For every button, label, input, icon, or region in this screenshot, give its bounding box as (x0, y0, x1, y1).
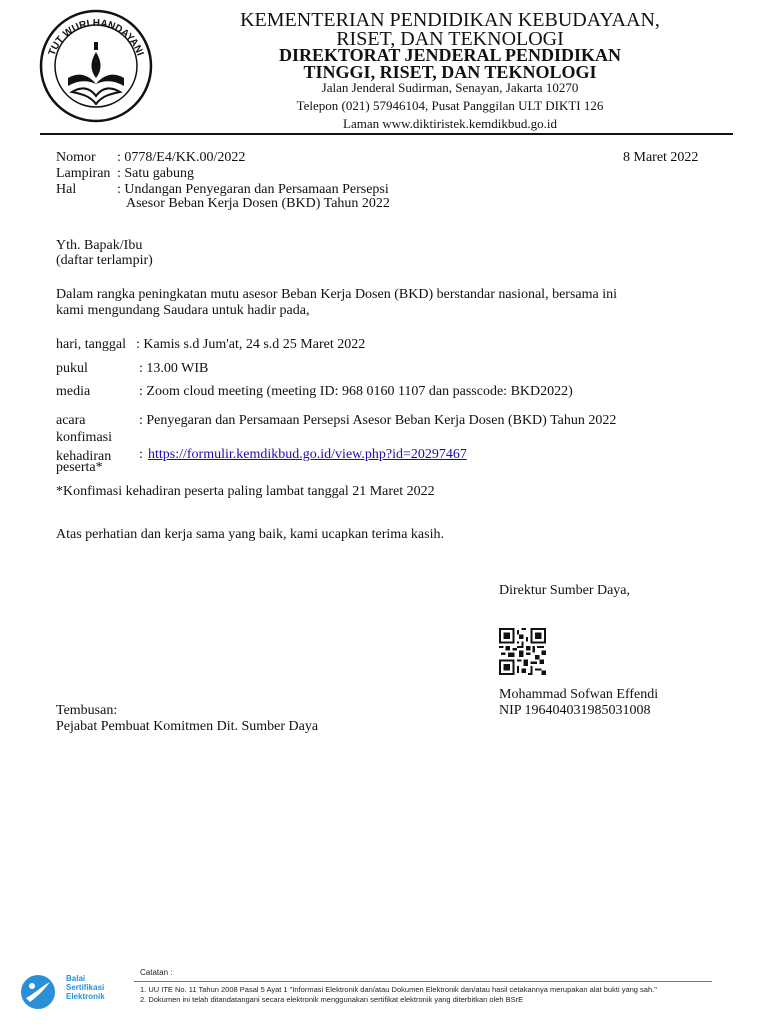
acara-label: acara (56, 413, 86, 428)
signatory-nip: NIP 196404031985031008 (499, 703, 651, 718)
lampiran-value: : Satu gabung (117, 166, 194, 181)
letterhead-address: Jalan Jenderal Sudirman, Senayan, Jakarta 10270 (321, 80, 579, 95)
tut-wuri-handayani-logo (38, 8, 154, 124)
hal-value-line2: Asesor Beban Kerja Dosen (BKD) Tahun 2022 (126, 196, 390, 211)
svg-text:TUT WURI HANDAYANI: TUT WURI HANDAYANI (46, 17, 146, 58)
nomor-value: : 0778/E4/KK.00/2022 (117, 150, 246, 165)
ministry-name-line1: KEMENTERIAN PENDIDIKAN KEBUDAYAAN, (240, 9, 660, 31)
signatory-name: Mohammad Sofwan Effendi (499, 687, 659, 702)
footer-note-1: 1. UU ITE No. 11 Tahun 2008 Pasal 5 Ayat 1 "Informasi Elektronik dan/atau Dokumen Elektronik dan/atau hasil cetakannya merupakan alat bukti yang sah." (140, 985, 657, 994)
letterhead-divider (40, 133, 733, 135)
media-value: : Zoom cloud meeting (meeting ID: 968 0160 1107 dan passcode: BKD2022) (139, 384, 573, 399)
closing-sentence: Atas perhatian dan kerja sama yang baik, kami ucapkan terima kasih. (56, 527, 444, 542)
hal-label: Hal (56, 182, 77, 197)
directorate-name-line1: DIREKTORAT JENDERAL PENDIDIKAN (278, 45, 622, 65)
letter-date: 8 Maret 2022 (623, 150, 699, 165)
intro-line1: Dalam rangka peningkatan mutu asesor Beban Kerja Dosen (BKD) berstandar nasional, bersama ini (56, 287, 617, 302)
footer-catatan-label: Catatan : (140, 968, 173, 977)
addressee-line1: Yth. Bapak/Ibu (56, 238, 143, 253)
hari-value: : Kamis s.d Jum'at, 24 s.d 25 Maret 2022 (136, 337, 366, 352)
konfirmasi-colon: : (139, 447, 143, 462)
letterhead-phone: Telepon (021) 57946104, Pusat Panggilan ULT DIKTI 126 (296, 98, 604, 113)
tembusan-recipient: Pejabat Pembuat Komitmen Dit. Sumber Daya (56, 719, 319, 734)
konfirmasi-form-link[interactable]: https://formulir.kemdikbud.go.id/view.php?id=20297467 (148, 447, 467, 462)
konfirmasi-label-1: konfimasi (56, 430, 112, 445)
lampiran-label: Lampiran (56, 166, 111, 181)
ministry-name-line2: RISET, DAN TEKNOLOGI (336, 28, 564, 50)
pukul-value: : 13.00 WIB (139, 361, 209, 376)
tembusan-label: Tembusan: (56, 703, 118, 718)
footer-divider (134, 981, 712, 982)
bsre-label-line1: Balai (66, 974, 86, 983)
signatory-title: Direktur Sumber Daya, (499, 583, 631, 598)
directorate-name-line2: TINGGI, RISET, DAN TEKNOLOGI (303, 62, 597, 82)
hal-value-line1: : Undangan Penyegaran dan Persamaan Persepsi (117, 182, 389, 197)
footer-note-2: 2. Dokumen ini telah ditandatangani secara elektronik menggunakan sertifikat elektronik yang diterbitkan oleh BSrE (140, 995, 524, 1004)
acara-value: : Penyegaran dan Persamaan Persepsi Asesor Beban Kerja Dosen (BKD) Tahun 2022 (139, 413, 617, 428)
bsre-logo-icon (18, 972, 58, 1012)
konfirmasi-label-3: peserta* (56, 460, 103, 475)
deadline-note: *Konfimasi kehadiran peserta paling lambat tanggal 21 Maret 2022 (56, 484, 435, 499)
konfirmasi-label-2: kehadiran (56, 449, 112, 464)
signature-qr-code (499, 628, 546, 675)
hari-label: hari, tanggal (56, 337, 126, 352)
bsre-label-line3: Elektronik (66, 992, 105, 1001)
addressee-line2: (daftar terlampir) (56, 253, 153, 268)
letterhead-website: Laman www.diktiristek.kemdikbud.go.id (343, 116, 557, 131)
media-label: media (56, 384, 91, 399)
intro-line2: kami mengundang Saudara untuk hadir pada, (56, 303, 310, 318)
nomor-label: Nomor (56, 150, 96, 165)
pukul-label: pukul (56, 361, 88, 376)
bsre-label-line2: Sertifikasi (66, 983, 105, 992)
